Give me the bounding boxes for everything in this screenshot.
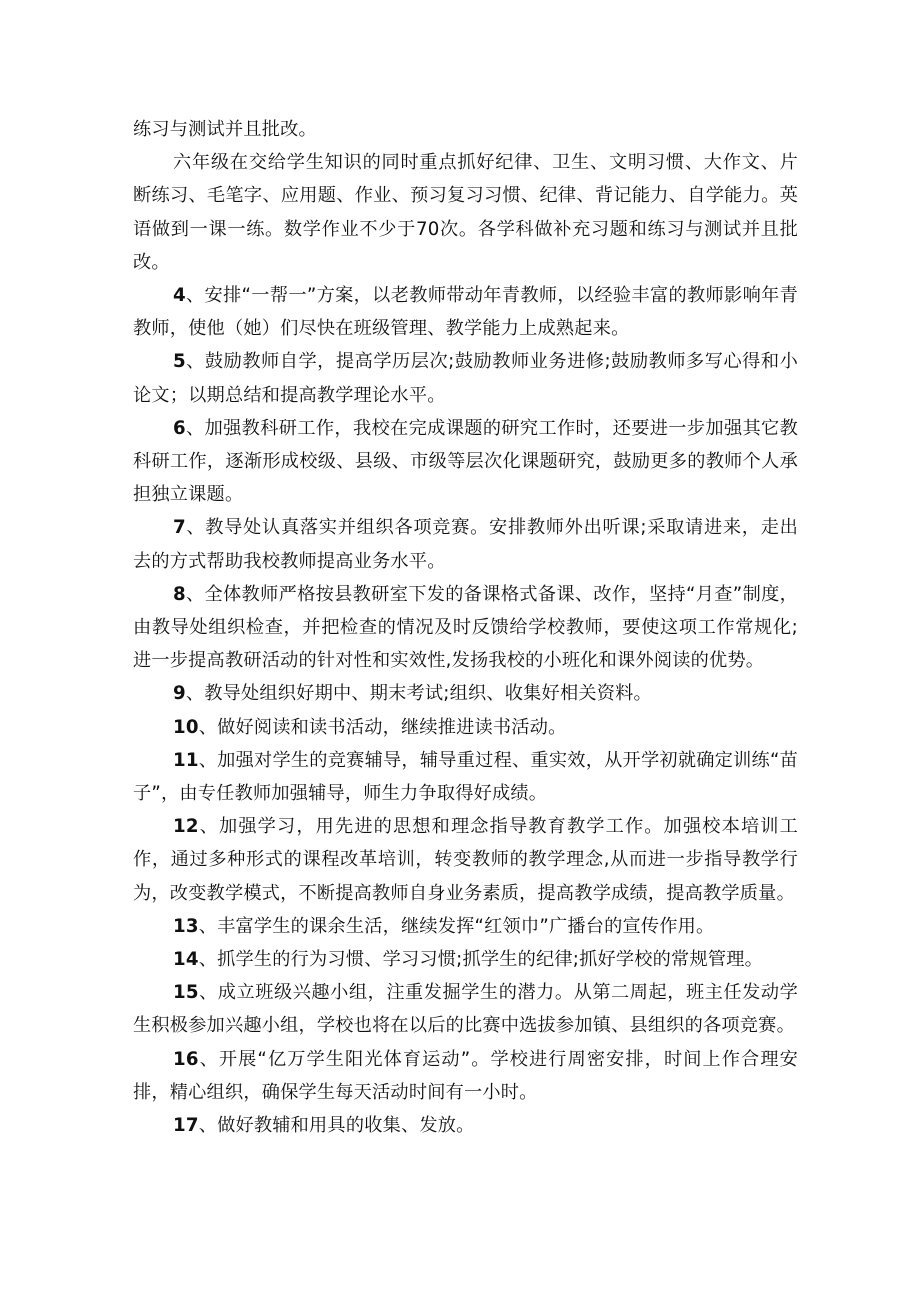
item-number: 14 xyxy=(173,949,199,971)
paragraph-continued xyxy=(133,113,798,146)
item-number: 13 xyxy=(173,915,199,937)
paragraph-text: 、抓学生的行为习惯、学习习惯;抓学生的纪律;抓好学校的常规管理。 xyxy=(198,949,763,971)
item-number: 8 xyxy=(173,583,186,605)
item-number: 12 xyxy=(173,816,199,838)
paragraph-item-8 xyxy=(133,578,798,678)
paragraph-text: 、成立班级兴趣小组，注重发掘学生的潜力。从第二周起，班主任发动学生积极参加兴趣小组，学校也将在以后的比赛中选拔参加镇、县组织的各项竞赛。 xyxy=(133,982,798,1037)
paragraph-item-15 xyxy=(133,976,798,1042)
paragraph-text: 、做好阅读和读书活动，继续推进读书活动。 xyxy=(198,716,567,738)
paragraph-item-10 xyxy=(133,711,798,744)
item-number: 5 xyxy=(173,351,186,373)
paragraph-item-12 xyxy=(133,810,798,910)
paragraph-item-11 xyxy=(133,744,798,810)
paragraph-text: 、丰富学生的课余生活，继续发挥“红领巾”广播台的宣传作用。 xyxy=(198,915,715,937)
paragraph-text: 、教导处认真落实并组织各项竞赛。安排教师外出听课;采取请进来，走出去的方式帮助我校教师提高业务水平。 xyxy=(133,517,798,572)
item-number: 17 xyxy=(173,1115,199,1137)
paragraph-item-14 xyxy=(133,943,798,976)
paragraph-item-9 xyxy=(133,677,798,710)
paragraph-item-6 xyxy=(133,412,798,512)
paragraph-text: 、鼓励教师自学，提高学历层次;鼓励教师业务进修;鼓励教师多写心得和小论文；以期总结和提高教学理论水平。 xyxy=(133,351,798,406)
paragraph-text: 、做好教辅和用具的收集、发放。 xyxy=(198,1115,475,1137)
item-number: 11 xyxy=(173,749,199,771)
paragraph-text: 、加强教科研工作，我校在完成课题的研究工作时，还要进一步加强其它教科研工作，逐渐形成校级、县级、市级等层次化课题研究，鼓励更多的教师个人承担独立课题。 xyxy=(133,417,798,506)
paragraph-text: 、全体教师严格按县教研室下发的备课格式备课、改作，坚持“月查”制度，由教导处组织检查，并把检查的情况及时反馈给学校教师，要使这项工作常规化;进一步提高教研活动的针对性和实效性,发扬我校的小班化和课外阅读的优势。 xyxy=(133,583,798,672)
paragraph-text: 、加强对学生的竞赛辅导，辅导重过程、重实效，从开学初就确定训练“苗子”，由专任教师加强辅导，师生力争取得好成绩。 xyxy=(133,749,798,805)
paragraph-item-17 xyxy=(133,1109,798,1142)
paragraph-text: 、加强学习，用先进的思想和理念指导教育教学工作。加强校本培训工作，通过多种形式的课程改革培训，转变教师的教学理念,从而进一步指导教学行为，改变教学模式，不断提高教师自身业务素质，提高教学成绩，提高教学质量。 xyxy=(133,816,798,904)
paragraph-item-5 xyxy=(133,345,798,411)
item-number: 9 xyxy=(173,683,186,705)
paragraph-item-16 xyxy=(133,1043,798,1109)
paragraph-item-7 xyxy=(133,511,798,577)
item-number: 16 xyxy=(173,1048,199,1070)
paragraph-item-4 xyxy=(133,279,798,345)
item-number: 4 xyxy=(173,285,186,307)
paragraph-text: 、开展“亿万学生阳光体育运动”。学校进行周密安排，时间上作合理安排，精心组织，确保学生每天活动时间有一小时。 xyxy=(133,1048,798,1103)
paragraph-grade-six xyxy=(133,146,798,279)
item-number: 10 xyxy=(173,716,199,738)
paragraph-text: 练习与测试并且批改。 xyxy=(133,119,317,140)
paragraph-text: 六年级在交给学生知识的同时重点抓好纪律、卫生、文明习惯、大作文、片断练习、毛笔字、应用题、作业、预习复习习惯、纪律、背记能力、自学能力。英语做到一课一练。数学作业不少于70次。各学科做补充习题和练习与测试并且批改。 xyxy=(133,152,798,273)
paragraph-text: 、安排“一帮一”方案，以老教师带动年青教师，以经验丰富的教师影响年青教师，使他（她）们尽快在班级管理、教学能力上成熟起来。 xyxy=(133,285,798,340)
paragraph-item-13 xyxy=(133,910,798,943)
item-number: 6 xyxy=(173,417,186,439)
item-number: 15 xyxy=(173,982,199,1004)
paragraph-text: 、教导处组织好期中、期末考试;组织、收集好相关资料。 xyxy=(185,683,652,705)
item-number: 7 xyxy=(173,517,186,539)
